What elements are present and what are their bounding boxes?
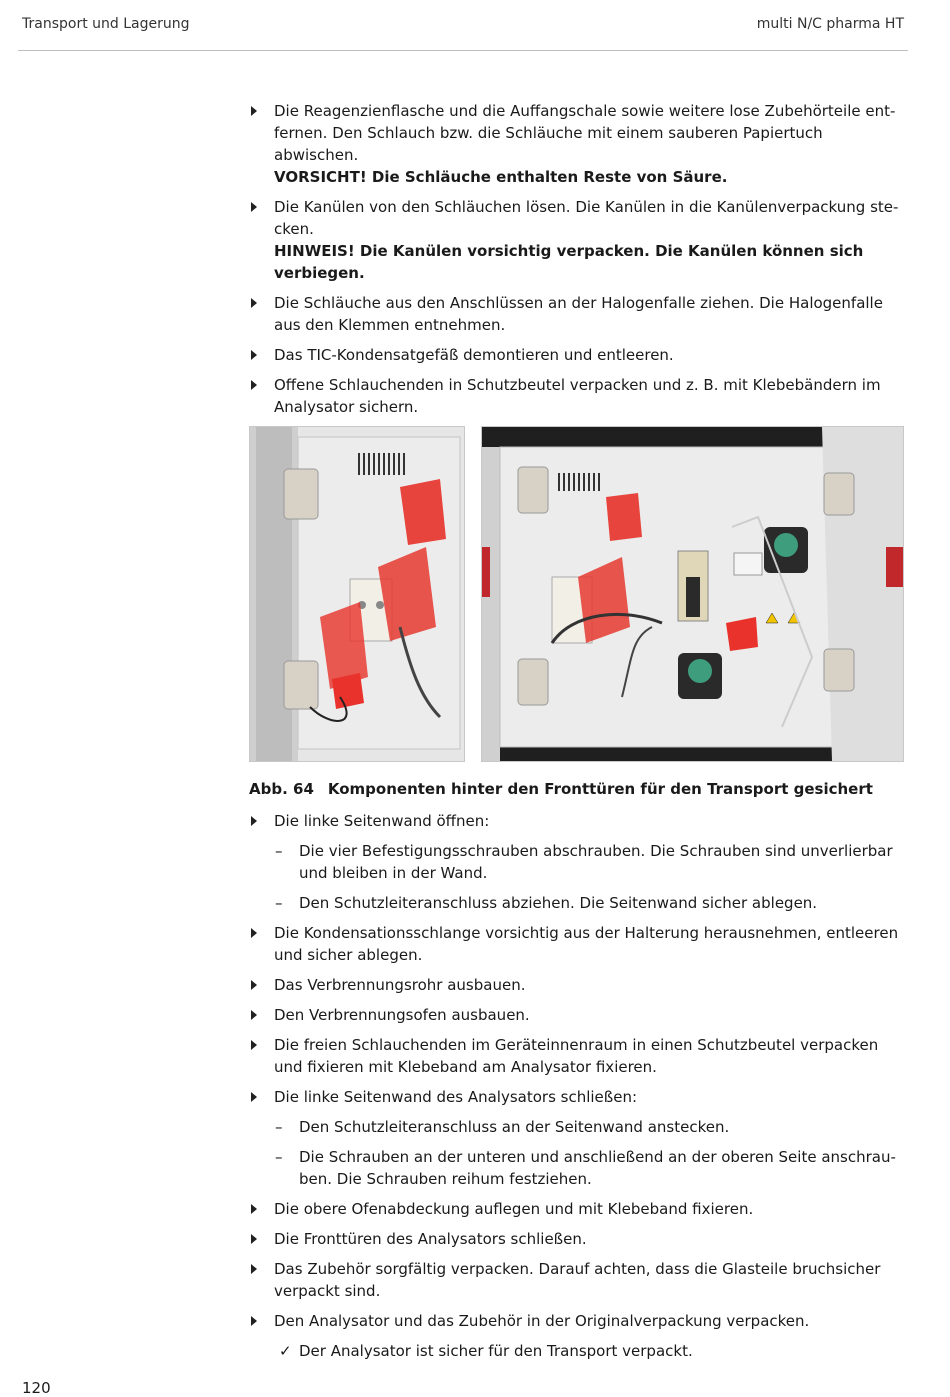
step-item (249, 1034, 904, 1078)
figure-number: Abb. 64 (249, 780, 314, 798)
bullet-triangle-icon (251, 1204, 257, 1214)
page-number: 120 (22, 1379, 51, 1397)
bullet-triangle-icon (251, 380, 257, 390)
step-item (249, 974, 904, 996)
sub-step-item (249, 1146, 904, 1190)
step-item (249, 1198, 904, 1220)
bullet-triangle-icon (251, 928, 257, 938)
step-text: Die Fronttüren des Analysators schließen. (274, 1230, 587, 1248)
notice-text: HINWEIS! Die Kanülen vorsichtig verpacken. Die Kanülen können sich verbiegen. (274, 242, 864, 282)
bullet-triangle-icon (251, 1316, 257, 1326)
figure-caption (249, 778, 904, 800)
bullet-triangle-icon (251, 1092, 257, 1102)
step-text: Das Verbrennungsrohr ausbauen. (274, 976, 526, 994)
dash-marker: – (275, 842, 283, 860)
dash-marker: – (275, 894, 283, 912)
photo-left-door-interior (249, 426, 465, 762)
bullet-triangle-icon (251, 202, 257, 212)
step-item (249, 196, 904, 284)
bullet-triangle-icon (251, 1010, 257, 1020)
step-text: Den Analysator und das Zubehör in der Originalverpackung verpacken. (274, 1312, 810, 1330)
step-text: Die freien Schlauchenden im Geräteinnenraum in einen Schutzbeutel verpacken und fixieren mit Klebeband am Analysator fixieren. (274, 1036, 879, 1076)
bullet-triangle-icon (251, 980, 257, 990)
step-text: Das TIC-Kondensatgefäß demontieren und entleeren. (274, 346, 674, 364)
step-text: Die Schläuche aus den Anschlüssen an der Halogenfalle ziehen. Die Halogenfalle aus den Klemmen entnehmen. (274, 294, 883, 334)
figure-photos (249, 426, 904, 764)
bullet-triangle-icon (251, 1234, 257, 1244)
step-item (249, 1310, 904, 1332)
bullet-triangle-icon (251, 106, 257, 116)
page-header (18, 0, 908, 51)
bullet-triangle-icon (251, 1264, 257, 1274)
step-text: Offene Schlauchenden in Schutzbeutel verpacken und z. B. mit Klebebändern im Analysator sichern. (274, 376, 881, 416)
sub-step-item (249, 1116, 904, 1138)
step-item (249, 922, 904, 966)
step-item (249, 100, 904, 188)
checkmark-icon: ✓ (279, 1342, 292, 1360)
bullet-triangle-icon (251, 350, 257, 360)
step-item (249, 1258, 904, 1302)
caution-text: VORSICHT! Die Schläuche enthalten Reste von Säure. (274, 168, 728, 186)
step-item (249, 374, 904, 418)
bullet-triangle-icon (251, 1040, 257, 1050)
step-item (249, 1086, 904, 1108)
step-text: Die Reagenzienflasche und die Auffangschale sowie weitere lose Zubehörteile entfernen. Den Schlauch bzw. die Schläuche mit einem sauberen Papiertuch abwischen. (274, 102, 896, 164)
step-text: Die Kanülen von den Schläuchen lösen. Die Kanülen in die Kanülenverpackung stecken. (274, 198, 899, 238)
step-text: Die Kondensationsschlange vorsichtig aus der Halterung herausnehmen, entleeren und sicher ablegen. (274, 924, 899, 964)
sub-step-text: Die vier Befestigungsschrauben abschrauben. Die Schrauben sind unverlierbar und bleiben in der Wand. (299, 842, 893, 882)
header-section-title: Transport und Lagerung (22, 16, 190, 32)
sub-step-item (249, 892, 904, 914)
step-item (249, 1228, 904, 1250)
sub-step-text: Die Schrauben an der unteren und anschließend an der oberen Seite anschrauben. Die Schrauben reihum festziehen. (299, 1148, 896, 1188)
result-item (249, 1340, 904, 1362)
figure-caption-text: Komponenten hinter den Fronttüren für den Transport gesichert (327, 780, 873, 798)
sub-step-item (249, 840, 904, 884)
result-text: Der Analysator ist sicher für den Transport verpackt. (299, 1342, 693, 1360)
dash-marker: – (275, 1148, 283, 1166)
step-text: Das Zubehör sorgfältig verpacken. Darauf achten, dass die Glasteile bruchsicher verpackt sind. (274, 1260, 881, 1300)
step-text: Die linke Seitenwand des Analysators schließen: (274, 1088, 638, 1106)
step-text: Die obere Ofenabdeckung auflegen und mit Klebeband fixieren. (274, 1200, 754, 1218)
main-content (249, 100, 904, 1370)
bullet-triangle-icon (251, 298, 257, 308)
dash-marker: – (275, 1118, 283, 1136)
step-item (249, 810, 904, 832)
step-text: Die linke Seitenwand öffnen: (274, 812, 490, 830)
step-item (249, 344, 904, 366)
bullet-triangle-icon (251, 816, 257, 826)
step-item (249, 292, 904, 336)
step-item (249, 1004, 904, 1026)
header-product-name: multi N/C pharma HT (756, 16, 904, 32)
sub-step-text: Den Schutzleiteranschluss an der Seitenwand anstecken. (299, 1118, 730, 1136)
sub-step-text: Den Schutzleiteranschluss abziehen. Die Seitenwand sicher ablegen. (299, 894, 818, 912)
step-text: Den Verbrennungsofen ausbauen. (274, 1006, 530, 1024)
photo-right-door-interior (481, 426, 904, 762)
